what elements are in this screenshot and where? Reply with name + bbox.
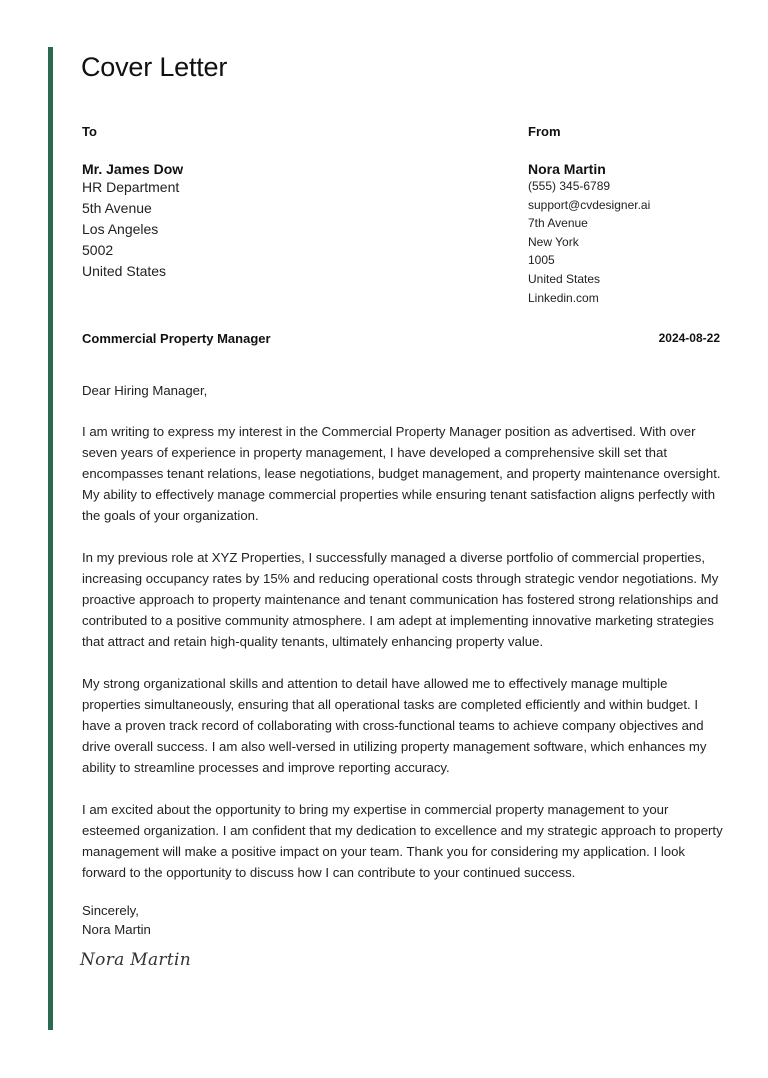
recipient-address-line: 5002	[82, 242, 114, 258]
page-title: Cover Letter	[81, 52, 228, 82]
sender-email: support@cvdesigner.ai	[528, 197, 651, 212]
sender-address-line: United States	[528, 271, 601, 286]
letter-date: 2024-08-22	[658, 331, 720, 345]
letter-greeting: Dear Hiring Manager,	[82, 383, 208, 398]
sender-block	[528, 125, 748, 307]
sender-address-line: 7th Avenue	[528, 216, 588, 231]
letter-closing	[82, 901, 151, 939]
letter-paragraph: My strong organizational skills and attention to detail have allowed me to effectively manage multiple properties simultaneously, ensuring that all operational tasks are completed efficiently and within budget. I have a proven track record of collaborating with cross-functional teams to achieve company objectives and drive overall success. I am also well-versed in utilizing property management software, which enhances my ability to streamline processes and improve reporting accuracy.	[82, 676, 707, 775]
sender-linkedin: Linkedin.com	[528, 290, 599, 305]
letter-subject: Commercial Property Manager	[82, 331, 271, 346]
recipient-address-line: Los Angeles	[82, 221, 159, 237]
letter-paragraph: I am writing to express my interest in the Commercial Property Manager position as advertised. With over seven years of experience in property management, I have developed a comprehensive skill set that encompasses tenant relations, lease negotiations, budget management, and property maintenance oversight. My ability to effectively manage commercial properties while ensuring tenant satisfaction aligns perfectly with the goals of your organization.	[82, 424, 721, 523]
accent-bar	[48, 47, 53, 1030]
closing-phrase: Sincerely,	[82, 903, 139, 918]
sender-name: Nora Martin	[528, 161, 606, 177]
recipient-address-line: United States	[82, 263, 167, 279]
letter-body	[82, 380, 724, 904]
sender-address-line: New York	[528, 234, 579, 249]
recipient-block	[82, 125, 442, 282]
sender-label: From	[528, 124, 561, 139]
sender-address-line: 1005	[528, 253, 555, 268]
letter-paragraph: I am excited about the opportunity to bring my expertise in commercial property management to your esteemed organization. I am confident that my dedication to excellence and my strategic approach to property management will make a positive impact on your team. Thank you for considering my application. I look forward to the opportunity to discuss how I can contribute to your continued success.	[82, 802, 723, 880]
letter-paragraph: In my previous role at XYZ Properties, I successfully managed a diverse portfolio of commercial properties, increasing occupancy rates by 15% and reducing operational costs through strategic vendor negotiations. My proactive approach to property maintenance and tenant communication has fostered strong relationships and contributed to a positive community atmosphere. I am adept at implementing innovative marketing strategies that attract and retain high-quality tenants, ultimately enhancing property value.	[82, 550, 719, 649]
closing-name: Nora Martin	[82, 922, 151, 937]
recipient-name: Mr. James Dow	[82, 161, 184, 177]
sender-phone: (555) 345-6789	[528, 179, 611, 193]
recipient-label: To	[82, 124, 97, 139]
handwritten-signature: Nora Martin	[80, 950, 191, 970]
recipient-address-line: HR Department	[82, 179, 180, 195]
recipient-address-line: 5th Avenue	[82, 200, 152, 216]
